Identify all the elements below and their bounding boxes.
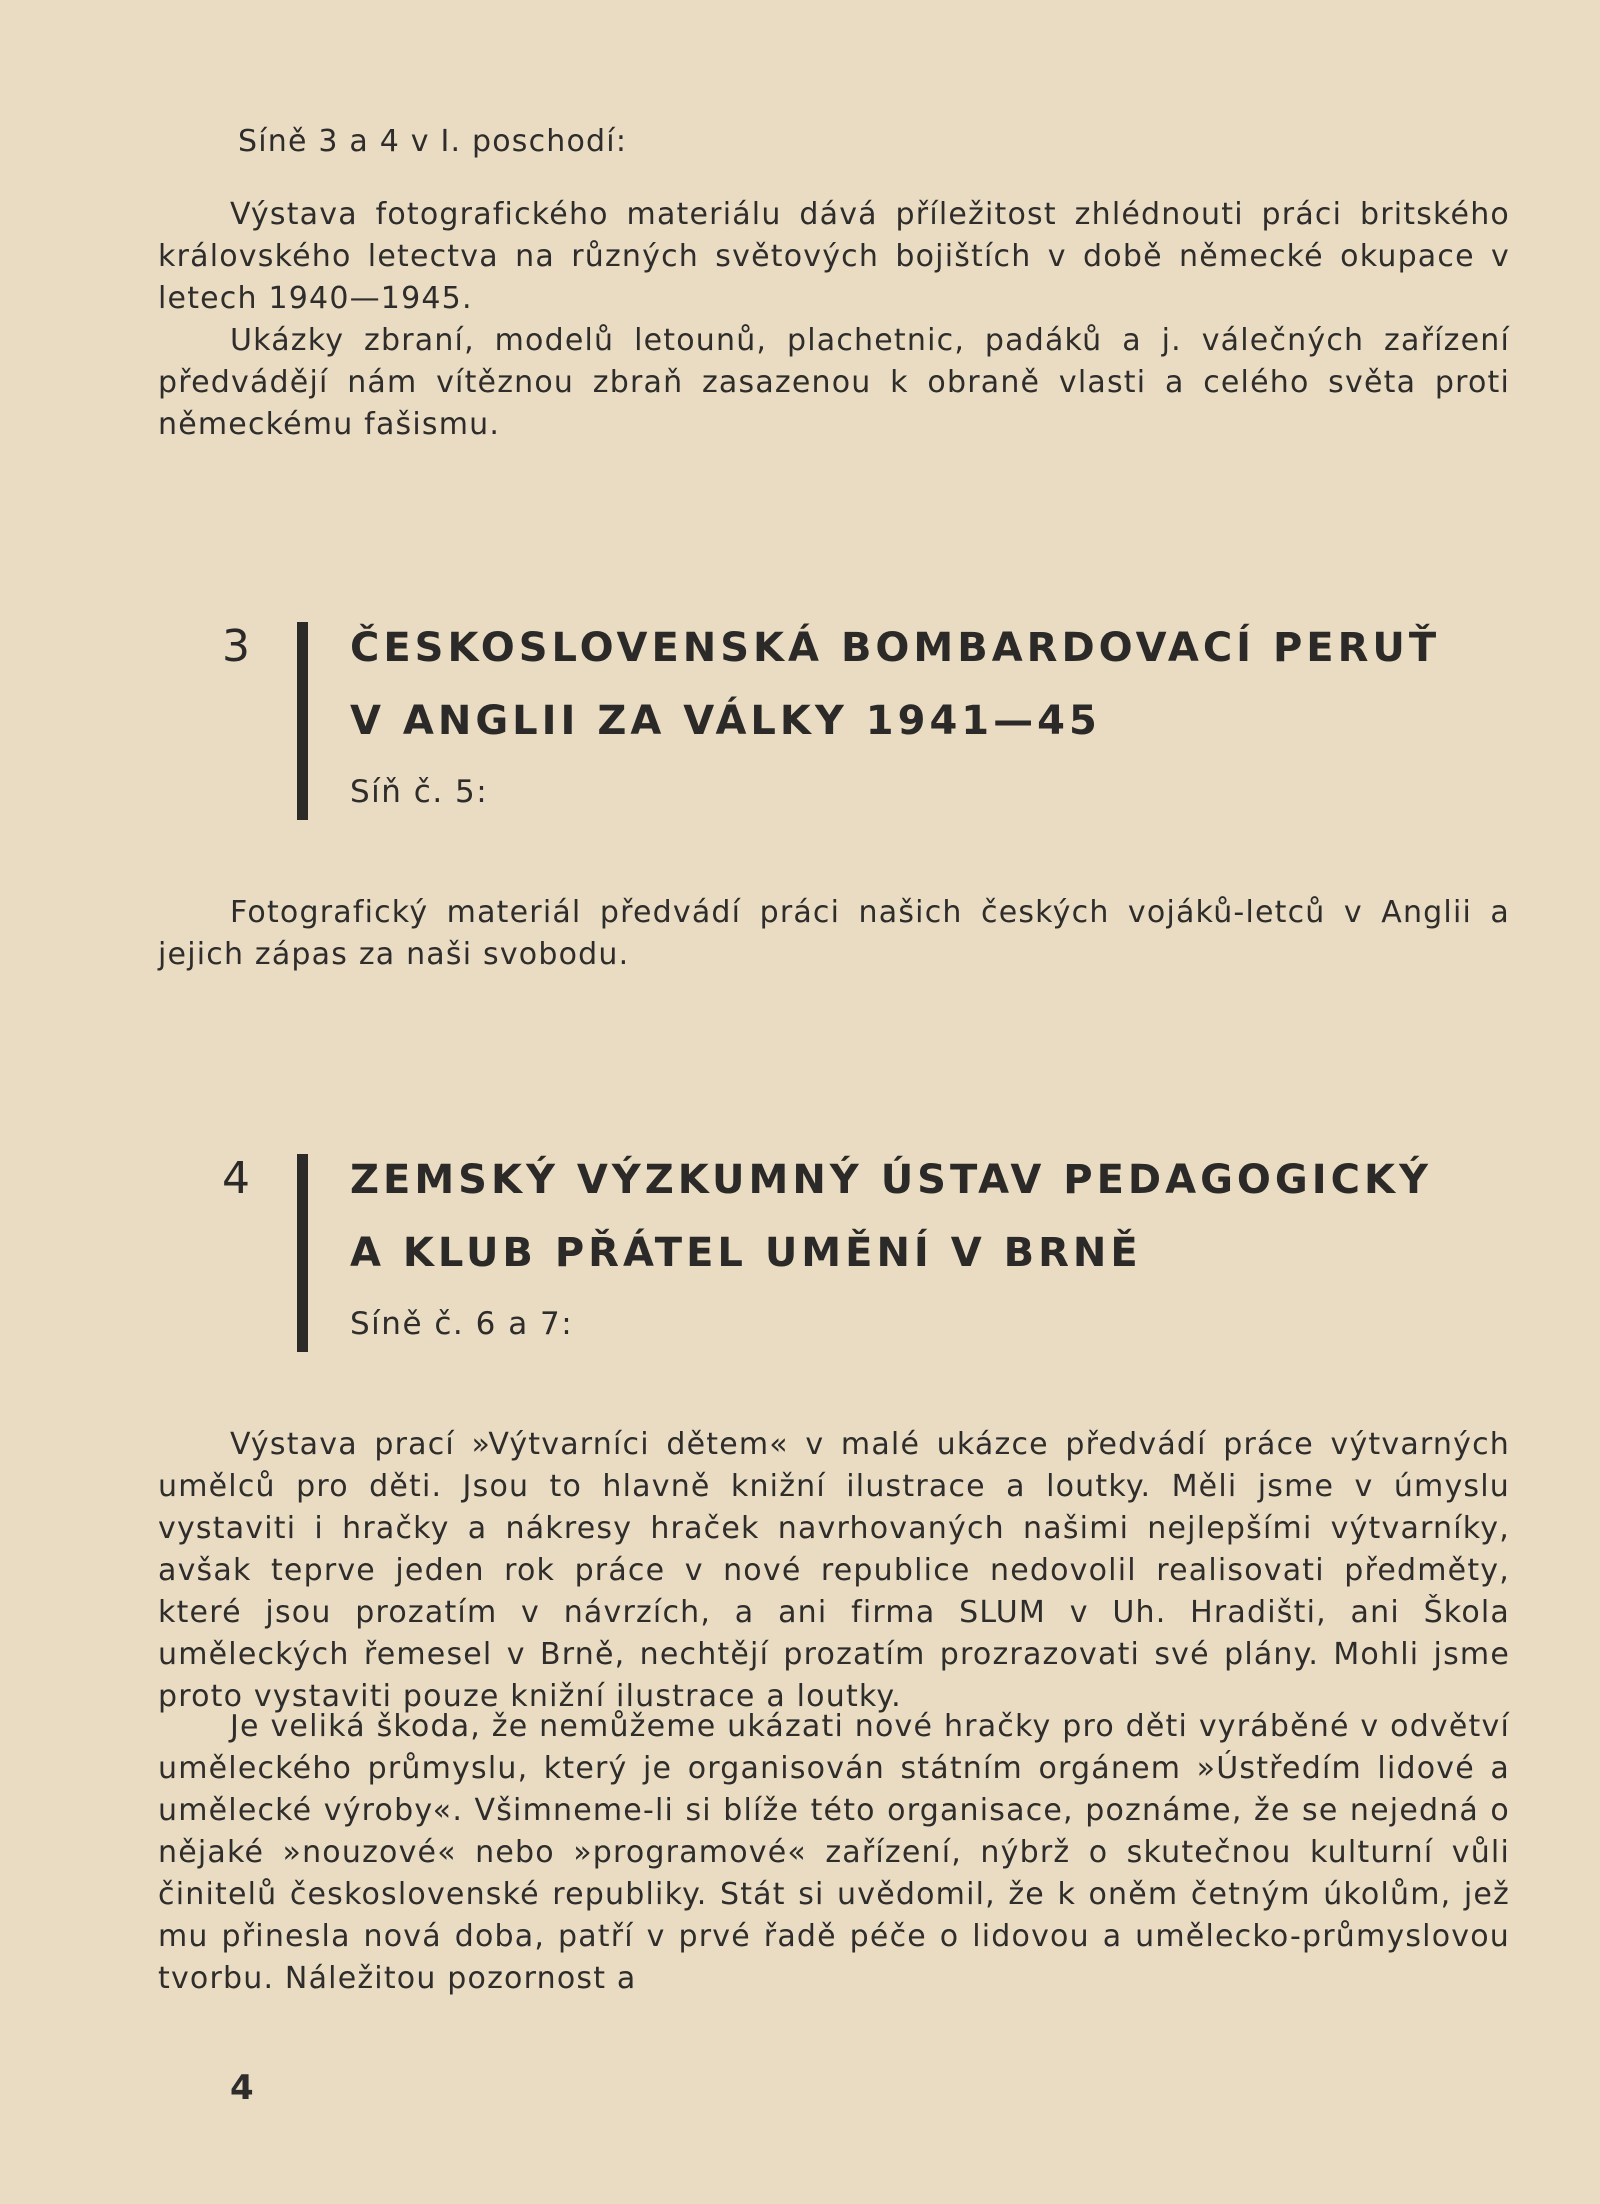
section-3-title	[350, 612, 1490, 758]
intro-room-heading: Síně 3 a 4 v I. poschodí:	[238, 124, 628, 159]
intro-paragraph-2: Ukázky zbraní, modelů letounů, plachetnic, padáků a j. válečných zařízení předvádějí nám vítěznou zbraň zasazenou k obraně vlasti a celého světa proti německému fašismu.	[158, 323, 1510, 442]
section-3-paragraph: Fotografický materiál předvádí práci našich českých vojáků-letců v Anglii a jejich zápas za naši svobodu.	[158, 895, 1510, 972]
section-3-title-line-2: V ANGLII ZA VÁLKY 1941—45	[350, 698, 1101, 744]
section-4-paragraph-1: Výstava prací »Výtvarníci dětem« v malé ukázce předvádí práce výtvarných umělců pro děti. Jsou to hlavně knižní ilustrace a loutky. Měli jsme v úmyslu vystaviti i hračky a nákresy hraček navrhovaných našimi nejlepšími výtvarníky, avšak teprve jeden rok práce v nové republice nedovolil realisovati předměty, které jsou prozatím v návrzích, a ani firma SLUM v Uh. Hradišti, ani Škola uměleckých řemesel v Brně, nechtějí prozatím prozrazovati své plány. Mohli jsme proto vystaviti pouze knižní ilustrace a loutky.	[158, 1427, 1510, 1714]
section-4-title-line-1: ZEMSKÝ VÝZKUMNÝ ÚSTAV PEDAGOGICKÝ	[350, 1157, 1432, 1203]
section-3-number: 3	[222, 621, 250, 672]
section-4-title-line-2: A KLUB PŘÁTEL UMĚNÍ V BRNĚ	[350, 1230, 1142, 1276]
page-number: 4	[230, 2068, 254, 2108]
section-4-number: 4	[222, 1153, 250, 1204]
section-3-title-line-1: ČESKOSLOVENSKÁ BOMBARDOVACÍ PERUŤ	[350, 625, 1441, 671]
intro-paragraph-1: Výstava fotografického materiálu dává příležitost zhlédnouti práci britského královského letectva na různých světových bojištích v době německé okupace v letech 1940—1945.	[158, 197, 1510, 316]
section-4-room: Síně č. 6 a 7:	[350, 1306, 574, 1342]
section-4-bar	[297, 1154, 308, 1352]
section-3-room: Síň č. 5:	[350, 774, 489, 810]
section-3-bar	[297, 622, 308, 820]
section-4-title	[350, 1144, 1490, 1290]
section-4-paragraph-2: Je veliká škoda, že nemůžeme ukázati nové hračky pro děti vyráběné v odvětví uměleckého průmyslu, který je organisován státním orgánem »Ústředím lidové a umělecké výroby«. Všimneme-li si blíže této organisace, poznáme, že se nejedná o nějaké »nouzové« nebo »programové« zařízení, nýbrž o skutečnou kulturní vůli činitelů československé republiky. Stát si uvědomil, že k oněm četným úkolům, jež mu přinesla nová doba, patří v prvé řadě péče o lidovou a umělecko-průmyslovou tvorbu. Náležitou pozornost a	[158, 1709, 1510, 1996]
